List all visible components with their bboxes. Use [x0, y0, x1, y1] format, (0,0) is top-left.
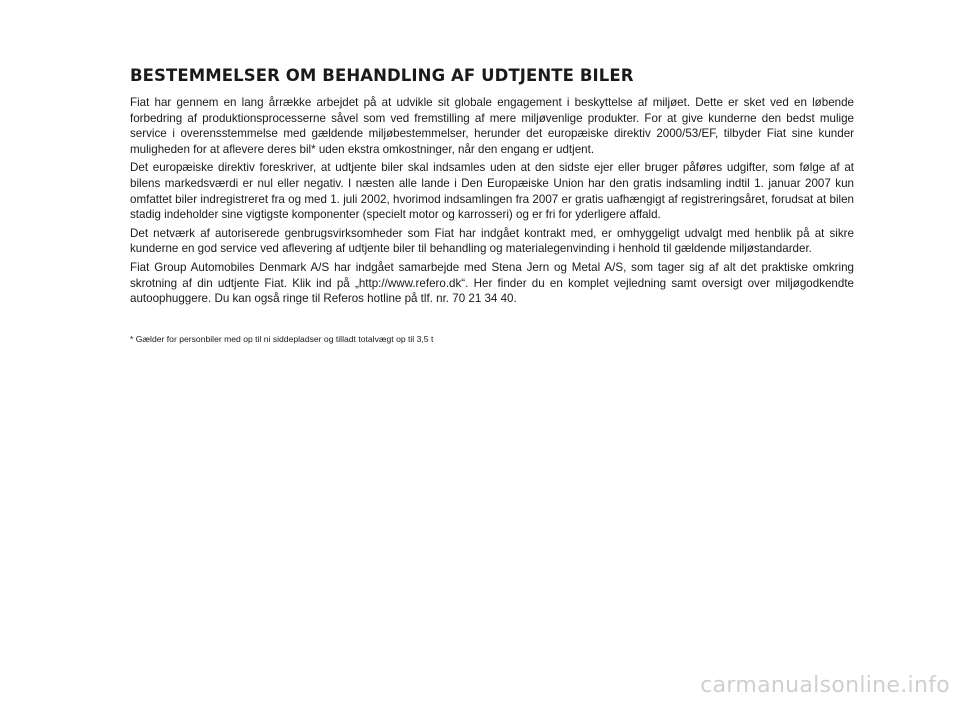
- watermark: carmanualsonline.info: [700, 673, 950, 698]
- paragraph-eu-directive: Det europæiske direktiv foreskriver, at udtjente biler skal indsamles uden at den sidste ejer eller bruger påføres udgifter, som følge af at bilens markedsværdi er nul eller negativ. I næsten alle lande i Den Europæiske Union har den gratis indsamling indtil 1. januar 2007 kun omfattet biler indregistreret fra og med 1. juli 2002, hvorimod indsamlingen fra 2007 er gratis uafhængigt af registreringsåret, forudsat at bilen stadig indeholder sine vigtigste komponenter (specielt motor og karrosseri) og er fri for yderligere affald.: [130, 161, 854, 222]
- footnote: * Gælder for personbiler med op til ni siddepladser og tilladt totalvægt op til 3,5 t: [130, 333, 434, 344]
- paragraph-environment: Fiat har gennem en lang årrække arbejdet på at udvikle sit globale engagement i beskyttelse af miljøet. Dette er sket ved en løbende forbedring af produktionsprocesserne såvel som ved fremstilling af mere miljøvenlige produkter. For at give kunderne den bedst mulige service i overensstemmelse med gældende miljøbestemmelser, herunder det europæiske direktiv 2000/53/EF, tilbyder Fiat sine kunder muligheden for at aflevere deres bil* uden ekstra omkostninger, når den engang er udtjent.: [130, 96, 854, 156]
- document-title: BESTEMMELSER OM BEHANDLING AF UDTJENTE BILER: [130, 66, 634, 85]
- paragraph-recycling-network: Det netværk af autoriserede genbrugsvirksomheder som Fiat har indgået kontrakt med, er omhyggeligt udvalgt med henblik på at sikre kunderne en god service ved aflevering af udtjente biler til behandling og materialegenvinding i henhold til gældende miljøstandarder.: [130, 226, 854, 256]
- paragraph-contact-info: Fiat Group Automobiles Denmark A/S har indgået samarbejde med Stena Jern og Metal A/S, som tager sig af alt det praktiske omkring skrotning af din udtjente Fiat. Klik ind på „http://www.refero.dk“. Her finder du en komplet vejledning samt oversigt over miljøgodkendte autoophuggere. Du kan også ringe til Referos hotline på tlf. nr. 70 21 34 40.: [130, 260, 854, 306]
- document-page: [130, 66, 854, 345]
